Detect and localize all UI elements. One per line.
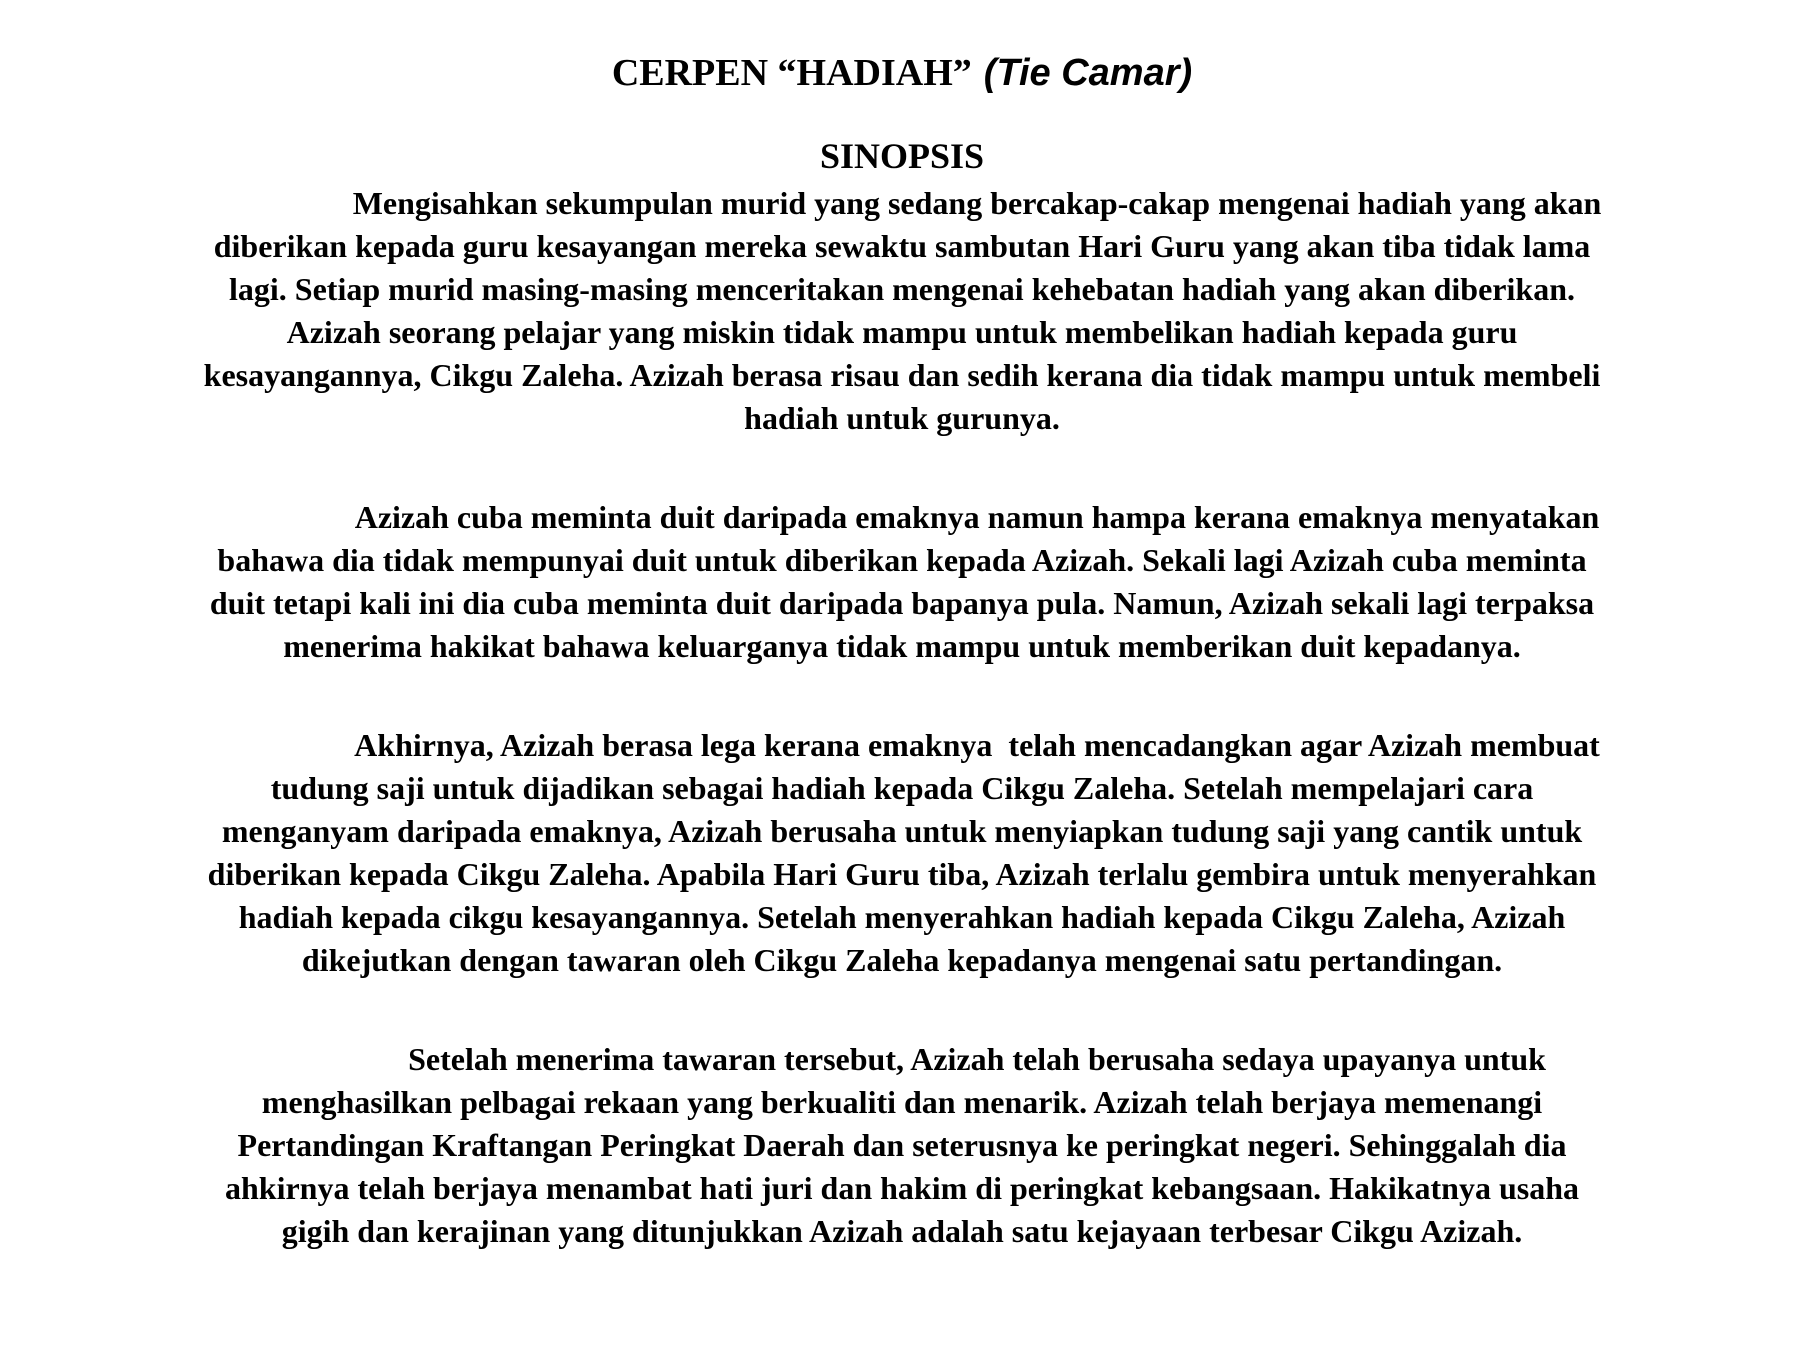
title-main: CERPEN “HADIAH”	[611, 52, 972, 94]
paragraph-line: kesayangannya, Cikgu Zaleha. Azizah berasa risau dan sedih kerana dia tidak mampu untuk membeli	[203, 357, 1601, 393]
paragraph-line: Pertandingan Kraftangan Peringkat Daerah dan seterusnya ke peringkat negeri. Sehinggalah dia	[237, 1127, 1567, 1163]
paragraph-line: tudung saji untuk dijadikan sebagai hadiah kepada Cikgu Zaleha. Setelah mempelajari cara	[270, 770, 1534, 806]
paragraph-line: Akhirnya, Azizah berasa lega kerana emaknya telah mencadangkan agar Azizah membuat	[354, 727, 1600, 763]
paragraph-line: hadiah untuk gurunya.	[744, 400, 1060, 436]
paragraph-line: gigih dan kerajinan yang ditunjukkan Azizah adalah satu kejayaan terbesar Cikgu Azizah.	[281, 1213, 1523, 1249]
paragraph-line: diberikan kepada Cikgu Zaleha. Apabila Hari Guru tiba, Azizah terlalu gembira untuk menyerahkan	[207, 856, 1597, 892]
paragraph-line: menghasilkan pelbagai rekaan yang berkualiti dan menarik. Azizah telah berjaya memenangi	[261, 1084, 1543, 1120]
paragraph-line: bahawa dia tidak mempunyai duit untuk diberikan kepada Azizah. Sekali lagi Azizah cuba meminta	[217, 542, 1587, 578]
paragraph-line: duit tetapi kali ini dia cuba meminta duit daripada bapanya pula. Namun, Azizah sekali lagi terpaksa	[209, 585, 1595, 621]
synopsis-heading: SINOPSIS	[819, 136, 985, 176]
paragraph	[80, 182, 1724, 440]
paragraph-line: Azizah seorang pelajar yang miskin tidak mampu untuk membelikan hadiah kepada guru	[286, 314, 1518, 350]
paragraph	[80, 724, 1724, 982]
paragraph-line: diberikan kepada guru kesayangan mereka sewaktu sambutan Hari Guru yang akan tiba tidak lama	[213, 228, 1591, 264]
paragraph-line: Mengisahkan sekumpulan murid yang sedang bercakap-cakap mengenai hadiah yang akan	[352, 185, 1602, 221]
paragraph	[80, 1038, 1724, 1253]
paragraph-line: lagi. Setiap murid masing-masing menceritakan mengenai kehebatan hadiah yang akan diberikan.	[229, 271, 1575, 307]
paragraph-line: menerima hakikat bahawa keluarganya tidak mampu untuk memberikan duit kepadanya.	[283, 628, 1521, 664]
title-author: (Tie Camar)	[983, 52, 1193, 94]
paragraph-line: dikejutkan dengan tawaran oleh Cikgu Zaleha kepadanya mengenai satu pertandingan.	[301, 942, 1503, 978]
paragraph	[80, 496, 1724, 668]
paragraph-line: menganyam daripada emaknya, Azizah berusaha untuk menyiapkan tudung saji yang cantik untuk	[221, 813, 1583, 849]
document-title	[80, 50, 1724, 96]
synopsis-body	[80, 182, 1724, 1253]
paragraph-line: Setelah menerima tawaran tersebut, Azizah telah berusaha sedaya upayanya untuk	[408, 1041, 1546, 1077]
paragraph-line: hadiah kepada cikgu kesayangannya. Setelah menyerahkan hadiah kepada Cikgu Zaleha, Azizah	[238, 899, 1566, 935]
paragraph-line: Azizah cuba meminta duit daripada emaknya namun hampa kerana emaknya menyatakan	[354, 499, 1600, 535]
paragraph-line: ahkirnya telah berjaya menambat hati juri dan hakim di peringkat kebangsaan. Hakikatnya usaha	[224, 1170, 1580, 1206]
